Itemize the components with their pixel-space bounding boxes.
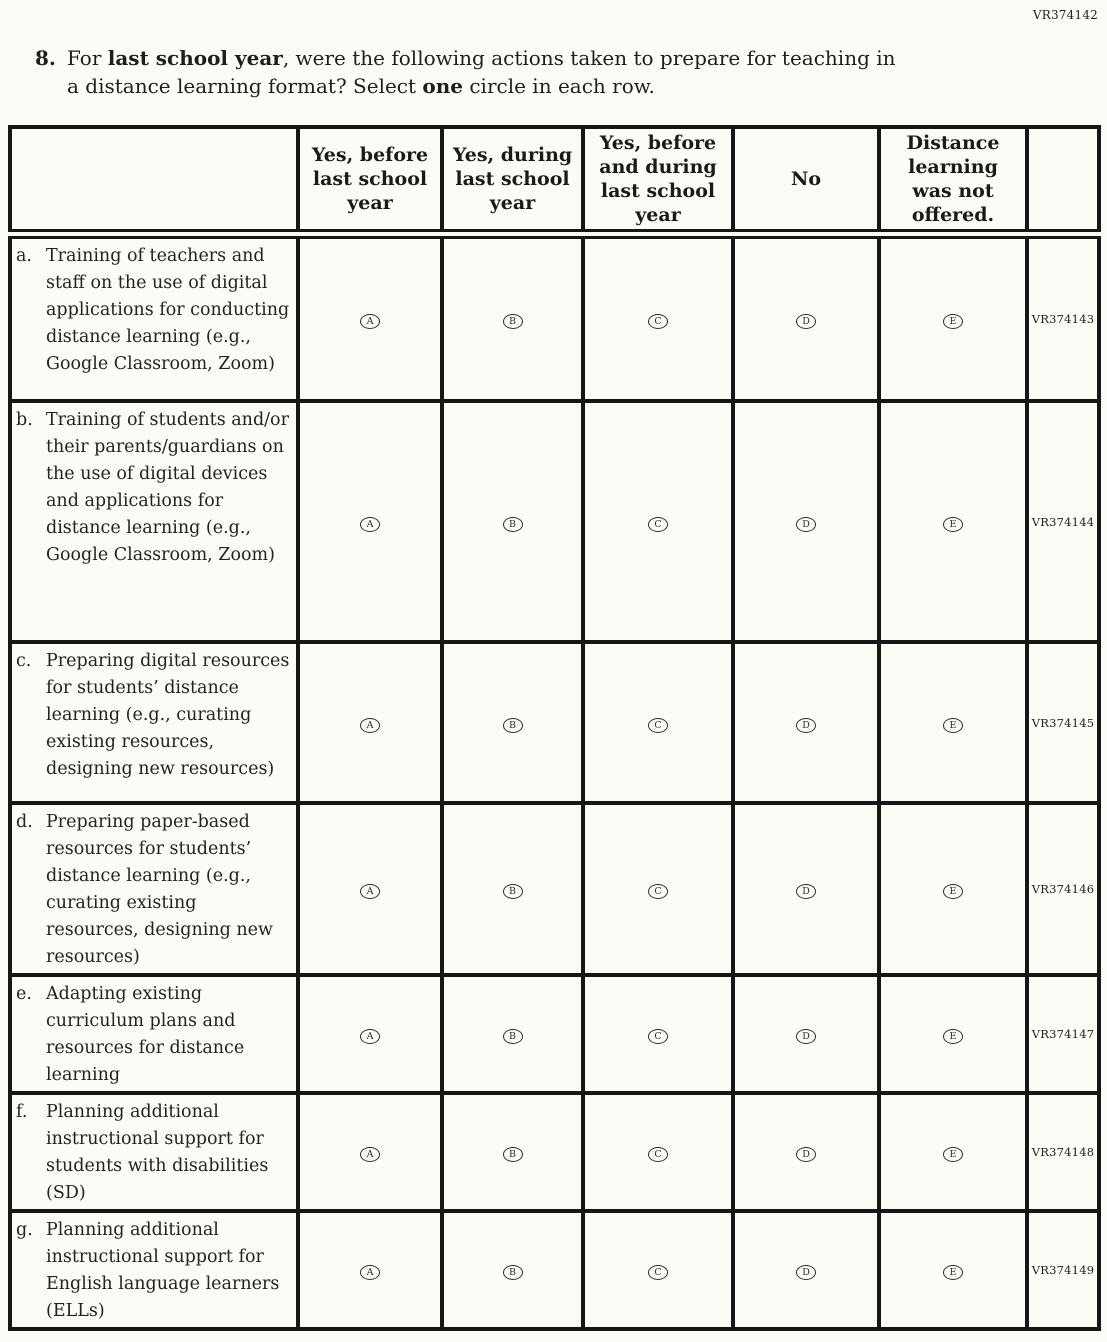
answer-circle-b[interactable]: B <box>503 517 523 532</box>
option-cell <box>583 1211 733 1329</box>
question-text-bold2: one <box>422 74 463 98</box>
answer-circle-d[interactable]: D <box>796 517 816 532</box>
option-cell <box>879 803 1027 975</box>
answer-circle-d[interactable]: D <box>796 1147 816 1162</box>
row-label <box>10 975 298 1093</box>
row-label <box>10 401 298 642</box>
option-cell <box>298 803 442 975</box>
row-text: Adapting existing curriculum plans and resources for distance learning <box>46 984 245 1085</box>
answer-circle-d[interactable]: D <box>796 1029 816 1044</box>
answer-circle-e[interactable]: E <box>943 314 963 329</box>
row-text: Preparing digital resources for students’ distance learning (e.g., curating existing resources, designing new resources) <box>46 651 290 779</box>
table-row-f <box>10 1093 1099 1211</box>
question-text-part2: , were the following actions taken to prepare for teaching in a distance learning format? Select <box>67 46 896 98</box>
option-cell <box>879 642 1027 803</box>
row-text: Preparing paper-based resources for students’ distance learning (e.g., curating existing resources, designing new resources) <box>46 812 273 967</box>
option-cell <box>583 401 733 642</box>
option-cell <box>298 642 442 803</box>
option-cell <box>733 642 879 803</box>
question-text-bold1: last school year <box>107 46 283 70</box>
table-row-b <box>10 401 1099 642</box>
option-cell <box>583 975 733 1093</box>
option-cell <box>298 401 442 642</box>
option-cell <box>442 234 583 401</box>
answer-circle-a[interactable]: A <box>360 1265 380 1280</box>
answer-circle-b[interactable]: B <box>503 718 523 733</box>
row-label <box>10 803 298 975</box>
answer-circle-d[interactable]: D <box>796 884 816 899</box>
table-row-e <box>10 975 1099 1093</box>
empty-stub-header <box>10 127 298 234</box>
option-cell <box>733 1093 879 1211</box>
answer-circle-e[interactable]: E <box>943 884 963 899</box>
option-cell <box>733 401 879 642</box>
answer-circle-e[interactable]: E <box>943 718 963 733</box>
answer-circle-e[interactable]: E <box>943 517 963 532</box>
option-cell <box>583 803 733 975</box>
option-cell <box>733 975 879 1093</box>
row-text: Planning additional instructional support for English language learners (ELLs) <box>46 1220 280 1321</box>
option-cell <box>442 401 583 642</box>
vr-code: VR374143 <box>1027 234 1099 401</box>
answer-circle-e[interactable]: E <box>943 1147 963 1162</box>
row-letter: e. <box>16 984 32 1004</box>
answer-circle-a[interactable]: A <box>360 314 380 329</box>
option-cell <box>442 642 583 803</box>
option-cell <box>879 1093 1027 1211</box>
row-label <box>10 1211 298 1329</box>
header-row <box>10 127 1099 234</box>
table-row-c <box>10 642 1099 803</box>
option-cell <box>442 975 583 1093</box>
answer-circle-a[interactable]: A <box>360 884 380 899</box>
option-cell <box>298 1211 442 1329</box>
answer-circle-c[interactable]: C <box>648 884 668 899</box>
row-letter: c. <box>16 651 32 671</box>
option-cell <box>733 803 879 975</box>
answer-circle-c[interactable]: C <box>648 517 668 532</box>
option-cell <box>733 234 879 401</box>
vr-code: VR374147 <box>1027 975 1099 1093</box>
row-label <box>10 234 298 401</box>
row-label <box>10 642 298 803</box>
answer-circle-a[interactable]: A <box>360 1029 380 1044</box>
row-letter: f. <box>16 1102 28 1122</box>
question-text <box>67 44 912 100</box>
answer-circle-b[interactable]: B <box>503 1265 523 1280</box>
row-text: Training of teachers and staff on the use of digital applications for conducting distance learning (e.g., Google Classroom, Zoom) <box>46 246 290 374</box>
question-8 <box>35 44 920 100</box>
column-header-yes-before-and-during: Yes, before and during last school year <box>583 127 733 234</box>
option-cell <box>879 975 1027 1093</box>
answer-circle-e[interactable]: E <box>943 1029 963 1044</box>
row-letter: b. <box>16 410 33 430</box>
option-cell <box>442 803 583 975</box>
option-cell <box>298 234 442 401</box>
option-cell <box>442 1093 583 1211</box>
answer-circle-c[interactable]: C <box>648 1265 668 1280</box>
answer-circle-b[interactable]: B <box>503 1029 523 1044</box>
answer-circle-e[interactable]: E <box>943 1265 963 1280</box>
answer-circle-c[interactable]: C <box>648 314 668 329</box>
option-cell <box>298 975 442 1093</box>
response-matrix-table <box>8 125 1101 1331</box>
answer-circle-c[interactable]: C <box>648 1029 668 1044</box>
option-cell <box>879 401 1027 642</box>
answer-circle-d[interactable]: D <box>796 718 816 733</box>
option-cell <box>733 1211 879 1329</box>
answer-circle-d[interactable]: D <box>796 1265 816 1280</box>
row-text: Training of students and/or their parents/guardians on the use of digital devices and applications for distance learning (e.g., Google Classroom, Zoom) <box>46 410 289 565</box>
vr-code: VR374149 <box>1027 1211 1099 1329</box>
answer-circle-c[interactable]: C <box>648 718 668 733</box>
table-row-d <box>10 803 1099 975</box>
empty-vr-header <box>1027 127 1099 234</box>
row-letter: d. <box>16 812 33 832</box>
option-cell <box>879 234 1027 401</box>
answer-circle-d[interactable]: D <box>796 314 816 329</box>
row-text: Planning additional instructional support for students with disabilities (SD) <box>46 1102 269 1203</box>
row-letter: a. <box>16 246 32 266</box>
vr-code: VR374148 <box>1027 1093 1099 1211</box>
vr-code: VR374144 <box>1027 401 1099 642</box>
option-cell <box>583 234 733 401</box>
column-header-no: No <box>733 127 879 234</box>
option-cell <box>879 1211 1027 1329</box>
column-header-not-offered: Distance learning was not offered. <box>879 127 1027 234</box>
page-code: VR374142 <box>1032 8 1098 22</box>
answer-circle-b[interactable]: B <box>503 884 523 899</box>
column-header-yes-before: Yes, before last school year <box>298 127 442 234</box>
row-letter: g. <box>16 1220 33 1240</box>
answer-circle-a[interactable]: A <box>360 718 380 733</box>
question-text-part3: circle in each row. <box>463 74 655 98</box>
option-cell <box>298 1093 442 1211</box>
row-label <box>10 1093 298 1211</box>
option-cell <box>442 1211 583 1329</box>
question-number: 8. <box>35 46 56 70</box>
table-row-g <box>10 1211 1099 1329</box>
answer-circle-a[interactable]: A <box>360 1147 380 1162</box>
answer-circle-c[interactable]: C <box>648 1147 668 1162</box>
vr-code: VR374146 <box>1027 803 1099 975</box>
answer-circle-b[interactable]: B <box>503 1147 523 1162</box>
answer-circle-a[interactable]: A <box>360 517 380 532</box>
option-cell <box>583 1093 733 1211</box>
question-text-part1: For <box>67 46 108 70</box>
table-row-a <box>10 234 1099 401</box>
vr-code: VR374145 <box>1027 642 1099 803</box>
option-cell <box>583 642 733 803</box>
answer-circle-b[interactable]: B <box>503 314 523 329</box>
column-header-yes-during: Yes, during last school year <box>442 127 583 234</box>
